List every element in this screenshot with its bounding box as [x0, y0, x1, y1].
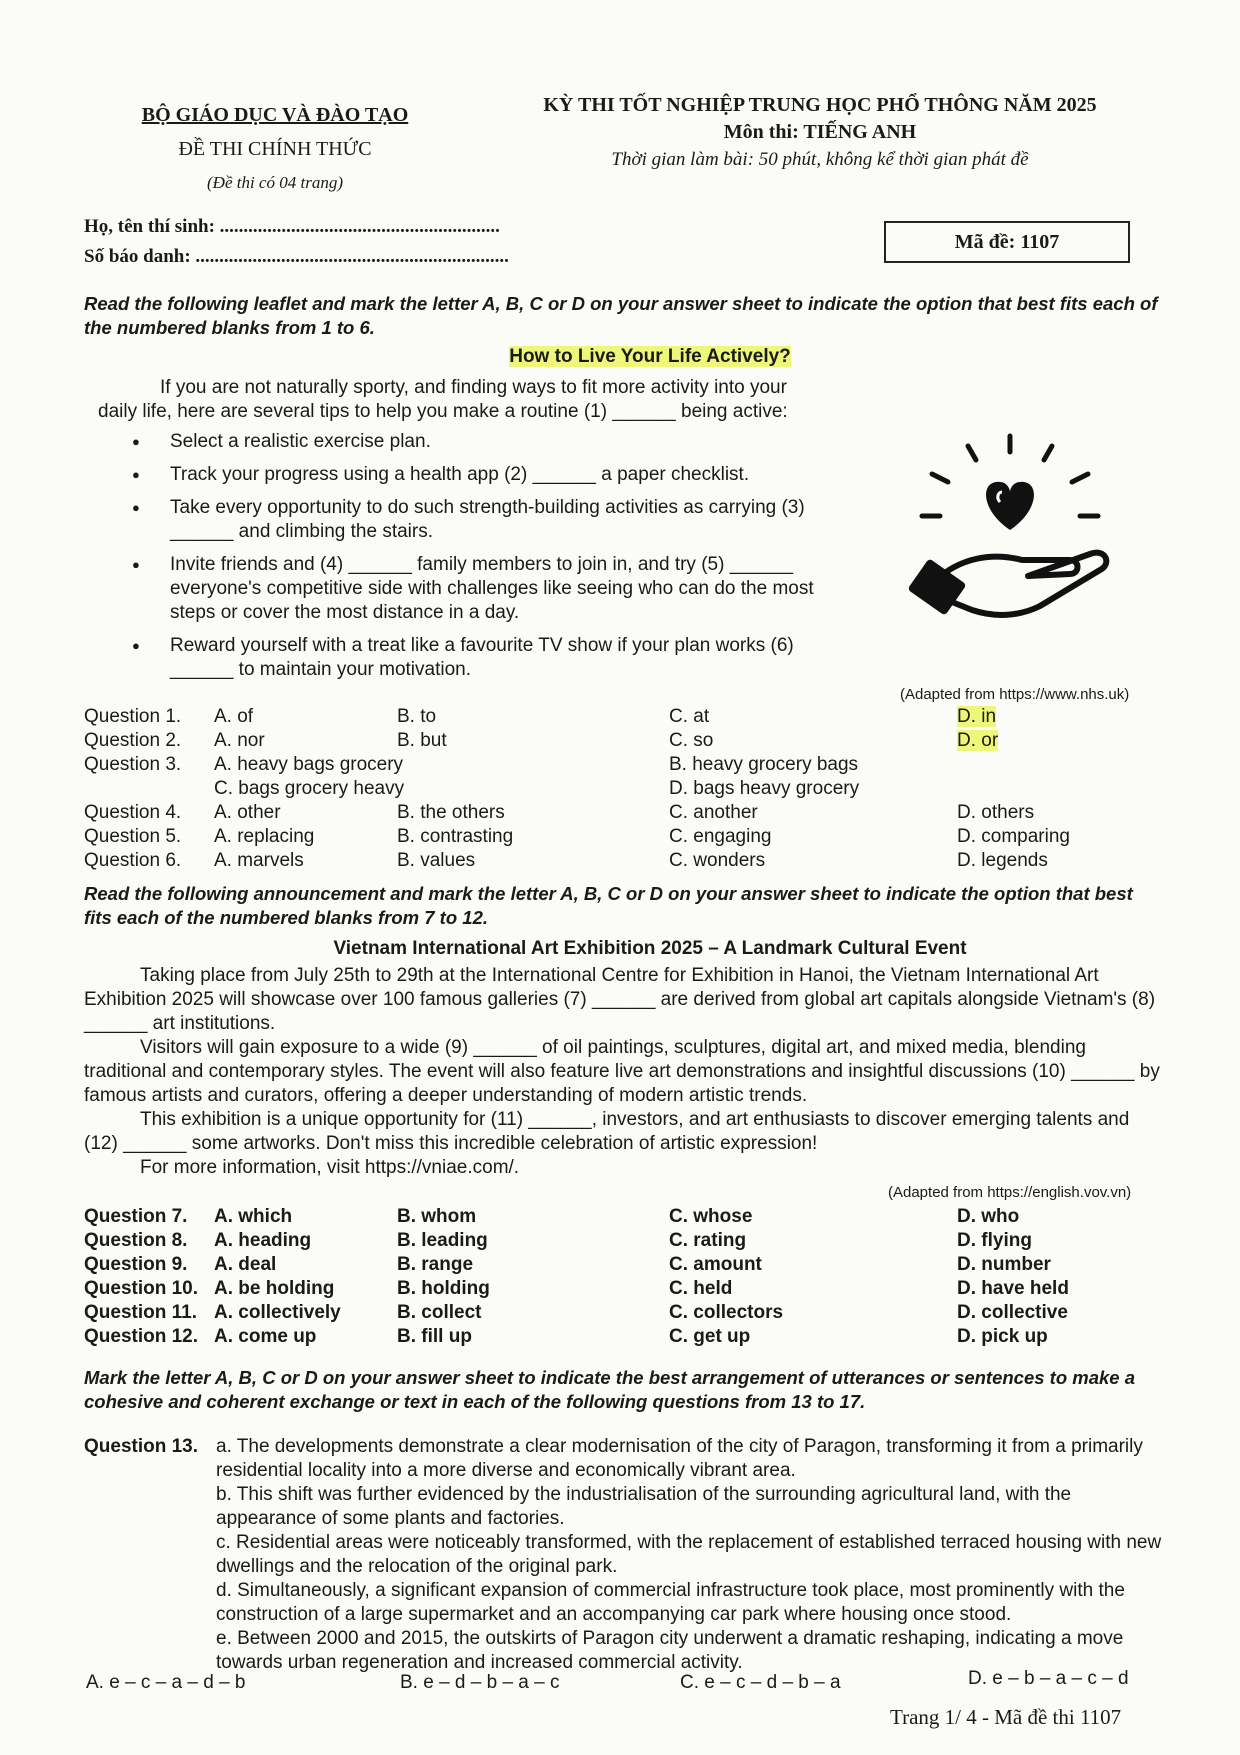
- announcement-p2: Visitors will gain exposure to a wide (9) ______ of oil paintings, sculptures, digital art, and mixed media, blending traditional and contemporary styles. The event will also feature live art demonstrations and insightful discussions (10) ______ by famous artists and curators, offering a deeper understanding of modern artistic trends.: [84, 1037, 1160, 1106]
- section2-title: Vietnam International Art Exhibition 2025 – A Landmark Cultural Event: [333, 938, 967, 959]
- q13-option-c: C. e – c – d – b – a: [680, 1672, 841, 1693]
- section2-instruction: Read the following announcement and mark the letter A, B, C or D on your answer sheet to indicate the option that best fits each of the numbered blanks from 7 to 12.: [84, 883, 1133, 928]
- q13-option-a: A. e – c – a – d – b: [86, 1672, 246, 1693]
- table-row: C. bags grocery heavy D. bags heavy grocery: [214, 778, 860, 799]
- table-row: Question 10. A. be holding B. holding C. held D. have held: [84, 1278, 1069, 1299]
- q13-option-d: D. e – b – a – c – d: [968, 1668, 1129, 1689]
- list-item: ● Select a realistic exercise plan.: [130, 430, 860, 454]
- q13-option-b: B. e – d – b – a – c: [400, 1672, 560, 1693]
- list-item: ● Invite friends and (4) ______ family members to join in, and try (5) ______ everyone's competitive side with challenges like seeing who can do the most steps or cover the most distance in a day.: [130, 553, 860, 625]
- question-13: [84, 1435, 1162, 1675]
- candidate-fields: [84, 212, 509, 272]
- table-row: Question 11. A. collectively B. collect C. collectors D. collective: [84, 1302, 1068, 1323]
- section3-instruction: Mark the letter A, B, C or D on your answer sheet to indicate the best arrangement of utterances or sentences to make a cohesive and coherent exchange or text in each of the following questions from 13 to 17.: [84, 1367, 1136, 1412]
- list-item: c. Residential areas were noticeably transformed, with the replacement of established terraced housing with new dwellings and the relocation of the original park.: [216, 1532, 1162, 1577]
- pages-note: (Đề thi có 04 trang): [207, 173, 343, 192]
- id-field: Số báo danh: ..................................................................: [84, 246, 509, 267]
- subject-label: Môn thi: TIẾNG ANH: [723, 121, 917, 143]
- intro-line-2: daily life, here are several tips to help you make a routine (1) ______ being active:: [98, 401, 788, 422]
- ministry-name: BỘ GIÁO DỤC VÀ ĐÀO TẠO: [141, 104, 409, 126]
- announcement-p1: Taking place from July 25th to 29th at the International Centre for Exhibition in Hanoi, the Vietnam International Art Exhibition 2025 will showcase over 100 famous galleries (7) ______ are derived from global art capitals alongside Vietnam's (8) ______ art institutions.: [84, 965, 1156, 1034]
- heart-in-hand-icon: [900, 430, 1120, 630]
- questions-1-6: [84, 706, 1174, 874]
- name-field: Họ, tên thí sinh: ...........................................................: [84, 216, 500, 237]
- source-note-1: (Adapted from https://www.nhs.uk): [900, 686, 1130, 703]
- table-row: Question 8. A. heading B. leading C. rating D. flying: [84, 1230, 1032, 1251]
- list-item: b. This shift was further evidenced by the industrialisation of the surrounding agricultural land, with the appearance of some plants and factories.: [216, 1484, 1072, 1529]
- table-row: Question 3. A. heavy bags grocery B. heavy grocery bags: [84, 754, 859, 775]
- header-left: [100, 98, 450, 200]
- list-item: d. Simultaneously, a significant expansion of commercial infrastructure took place, most prominently with the construction of a large supermarket and an accompanying car park where housing once stood.: [216, 1580, 1125, 1625]
- section1-title: How to Live Your Life Actively?: [509, 346, 791, 367]
- question-13-label: Question 13.: [84, 1436, 199, 1457]
- questions-7-12: [84, 1206, 1174, 1350]
- table-row: Question 4. A. other B. the others C. another D. others: [84, 802, 1035, 823]
- table-row: Question 2. A. nor B. but C. so D. or: [84, 730, 999, 751]
- header-right: [480, 92, 1160, 173]
- table-row: Question 9. A. deal B. range C. amount D. number: [84, 1254, 1051, 1275]
- exam-code-box: Mã đề: 1107: [884, 221, 1130, 263]
- official-exam-label: ĐỀ THI CHÍNH THỨC: [178, 138, 372, 160]
- table-row: Question 6. A. marvels B. values C. wonders D. legends: [84, 850, 1048, 871]
- list-item: e. Between 2000 and 2015, the outskirts of Paragon city underwent a dramatic reshaping, indicating a move towards urban regeneration and increased commercial activity.: [216, 1628, 1124, 1673]
- source-note-2: (Adapted from https://english.vov.vn): [888, 1184, 1132, 1201]
- exam-title: KỲ THI TỐT NGHIỆP TRUNG HỌC PHỔ THÔNG NĂM 2025: [543, 94, 1097, 116]
- intro-line-1: If you are not naturally sporty, and finding ways to fit more activity into your: [160, 377, 787, 398]
- list-item: ● Reward yourself with a treat like a favourite TV show if your plan works (6) ______ to maintain your motivation.: [130, 634, 860, 682]
- announcement-p3: This exhibition is a unique opportunity for (11) ______, investors, and art enthusiasts to discover emerging talents and (12) ______ some artworks. Don't miss this incredible celebration of artistic expression!: [84, 1109, 1130, 1154]
- table-row: Question 1. A. of B. to C. at D. in: [84, 706, 997, 727]
- tips-list: [130, 430, 860, 691]
- table-row: Question 5. A. replacing B. contrasting C. engaging D. comparing: [84, 826, 1070, 847]
- list-item: a. The developments demonstrate a clear modernisation of the city of Paragon, transforming it from a primarily residential locality into a more diverse and economically vibrant area.: [216, 1436, 1143, 1481]
- list-item: ● Take every opportunity to do such strength-building activities as carrying (3) ______ and climbing the stairs.: [130, 496, 860, 544]
- time-note: Thời gian làm bài: 50 phút, không kể thời gian phát đề: [611, 149, 1029, 170]
- list-item: ● Track your progress using a health app (2) ______ a paper checklist.: [130, 463, 860, 487]
- table-row: Question 12. A. come up B. fill up C. get up D. pick up: [84, 1326, 1048, 1347]
- table-row: Question 7. A. which B. whom C. whose D. who: [84, 1206, 1020, 1227]
- section1-instruction: Read the following leaflet and mark the letter A, B, C or D on your answer sheet to indicate the option that best fits each of the numbered blanks from 1 to 6.: [84, 293, 1158, 338]
- page-footer: Trang 1/ 4 - Mã đề thi 1107: [890, 1705, 1122, 1729]
- announcement-p4: For more information, visit https://vniae.com/.: [140, 1157, 520, 1178]
